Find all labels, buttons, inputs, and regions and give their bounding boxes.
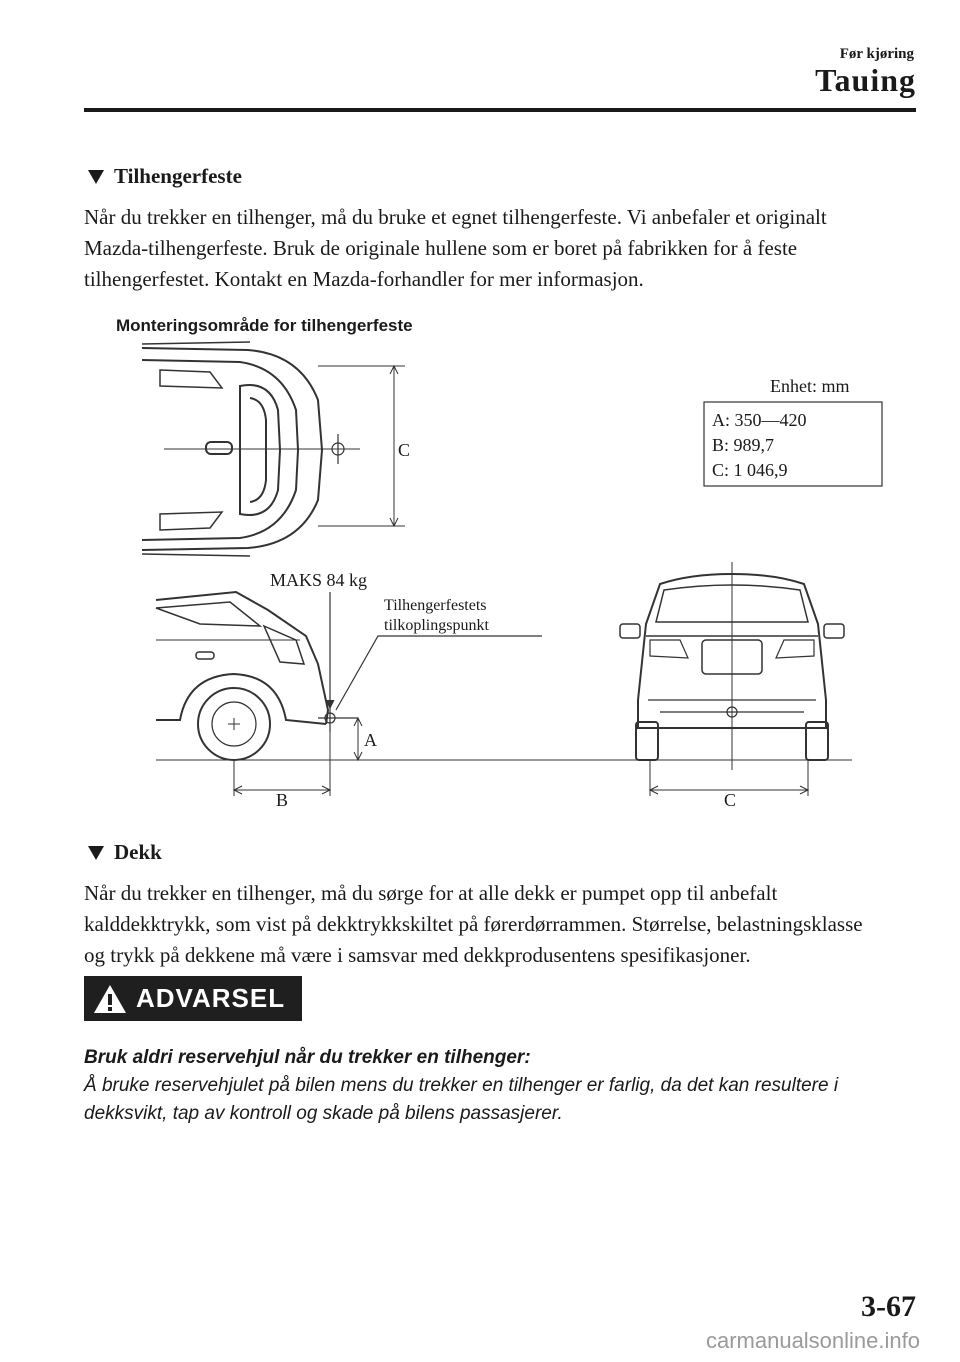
- section-heading-dekk: [88, 840, 162, 865]
- triangle-bullet-icon: [88, 170, 104, 184]
- dim-label-b: B: [276, 790, 289, 810]
- dim-label-c-bottom: C: [724, 790, 737, 810]
- side-hitch-point-icon: [318, 700, 358, 732]
- figure-title: Monteringsområde for tilhengerfeste: [116, 316, 413, 335]
- section-heading-text: Dekk: [114, 840, 162, 864]
- paragraph-line: kalddekktrykk, som vist på dekktrykkskiltet på førerdørrammen. Størrelse, belastningsklasse: [84, 912, 863, 936]
- coupling-pointer: [336, 636, 542, 710]
- spec-a: A: 350—420: [712, 410, 807, 430]
- warning-icon: [92, 983, 128, 1015]
- footer-watermark: carmanualsonline.info: [705, 1328, 920, 1353]
- dimension-c-top: [318, 366, 405, 526]
- section-paragraph: [84, 878, 934, 971]
- triangle-bullet-icon: [88, 846, 104, 860]
- header-divider: [84, 108, 916, 112]
- warning-body: [84, 1044, 934, 1128]
- paragraph-line: og trykk på dekkene må være i samsvar med dekkprodusentens spesifikasjoner.: [84, 943, 751, 967]
- warning-banner: [84, 976, 302, 1021]
- header-section: Før kjøring: [839, 46, 914, 62]
- hitch-diagram: [0, 340, 960, 820]
- dim-label-c-top: C: [398, 440, 411, 460]
- warning-title: Bruk aldri reservehjul når du trekker en tilhenger:: [84, 1047, 531, 1068]
- section-heading-tilhengerfeste: [88, 164, 242, 189]
- warning-label: ADVARSEL: [136, 983, 286, 1013]
- coupling-label-line2: tilkoplingspunkt: [384, 617, 489, 634]
- section-heading-text: Tilhengerfeste: [114, 164, 242, 188]
- page-number: 3-67: [861, 1290, 916, 1323]
- paragraph-line: tilhengerfestet. Kontakt en Mazda-forhandler for mer informasjon.: [84, 267, 644, 291]
- spec-b: B: 989,7: [712, 435, 775, 455]
- page-title: Tauing: [815, 62, 916, 98]
- paragraph-line: Når du trekker en tilhenger, må du sørge for at alle dekk er pumpet opp til anbefalt: [84, 881, 778, 905]
- paragraph-line: Mazda-tilhengerfeste. Bruk de originale hullene som er boret på fabrikken for å feste: [84, 236, 798, 260]
- paragraph-line: Når du trekker en tilhenger, må du bruke et egnet tilhengerfeste. Vi anbefaler et originalt: [84, 205, 827, 229]
- coupling-label-line1: Tilhengerfestets: [384, 597, 487, 614]
- warning-line: dekksvikt, tap av kontroll og skade på bilens passasjerer.: [84, 1103, 563, 1124]
- unit-label: Enhet: mm: [770, 376, 850, 396]
- max-load-label: MAKS 84 kg: [270, 570, 368, 590]
- spec-c: C: 1 046,9: [712, 460, 788, 480]
- dim-label-a: A: [364, 730, 377, 750]
- car-side-view: [156, 592, 328, 760]
- section-paragraph: [84, 202, 924, 295]
- dimension-a: [354, 718, 362, 760]
- warning-line: Å bruke reservehjulet på bilen mens du trekker en tilhenger er farlig, da det kan resultere i: [84, 1075, 839, 1096]
- dimension-b: [234, 732, 330, 796]
